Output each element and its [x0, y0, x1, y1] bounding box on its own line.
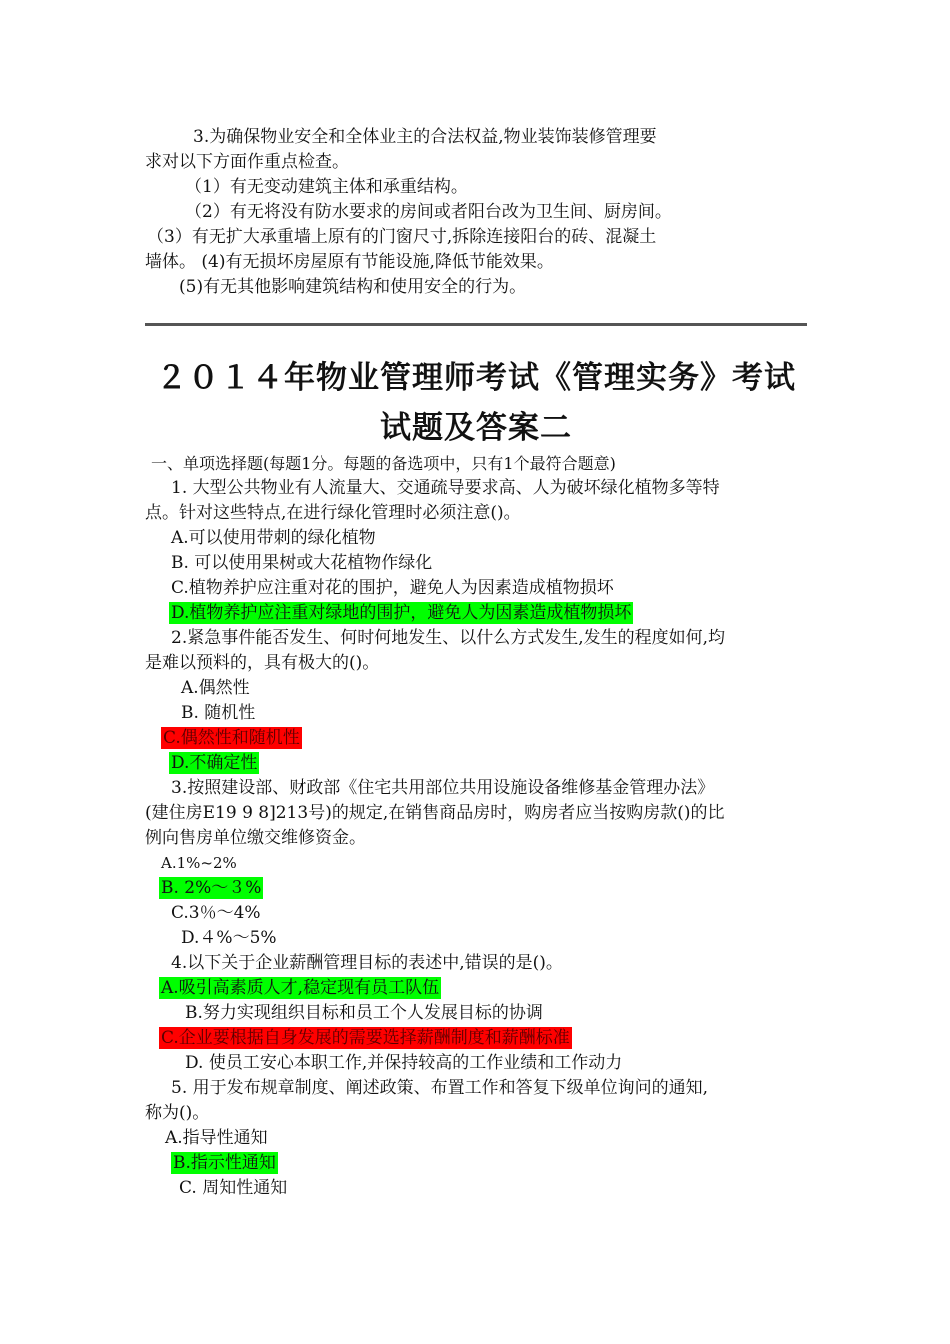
- question-5-option-c: C. 周知性通知: [179, 1178, 288, 1198]
- question-4-option-a-correct: A.吸引高素质人才,稳定现有员工队伍: [161, 978, 440, 998]
- question-3-stem-line-3: 例向售房单位缴交维修资金。: [145, 828, 366, 848]
- inspection-item-1: （1）有无变动建筑主体和承重结构。: [185, 177, 468, 197]
- question-1-stem-line-2: 点。针对这些特点,在进行绿化管理时必须注意()。: [145, 503, 521, 523]
- question-2-option-d-correct: D.不确定性: [171, 753, 258, 773]
- q3-line-2: 求对以下方面作重点检查。: [145, 152, 349, 172]
- question-5-option-b-correct: B.指示性通知: [173, 1153, 276, 1173]
- question-4-stem: 4.以下关于企业薪酬管理目标的表述中,错误的是()。: [171, 953, 563, 973]
- question-1-option-a: A.可以使用带刺的绿化植物: [171, 528, 376, 548]
- question-1-option-d-correct: D.植物养护应注重对绿地的围护，避免人为因素造成植物损坏: [171, 603, 632, 623]
- q3-line-1: 3.为确保物业安全和全体业主的合法权益,物业装饰装修管理要: [193, 127, 657, 147]
- question-4-option-b: B.努力实现组织目标和员工个人发展目标的协调: [185, 1003, 543, 1023]
- inspection-item-3-line-1: （3）有无扩大承重墙上原有的门窗尺寸,拆除连接阳台的砖、混凝土: [147, 227, 657, 247]
- question-3-option-b-correct: B. 2%～３%: [161, 878, 262, 898]
- question-5-stem-line-2: 称为()。: [145, 1103, 210, 1123]
- question-1-stem-line-1: 1. 大型公共物业有人流量大、交通疏导要求高、人为破坏绿化植物多等特: [171, 478, 720, 498]
- question-2-option-b: B. 随机性: [181, 703, 256, 723]
- question-1-option-c: C.植物养护应注重对花的围护，避免人为因素造成植物损坏: [171, 578, 614, 598]
- question-2-option-c-wrong: C.偶然性和随机性: [163, 728, 300, 748]
- question-3-option-c: C.3％～4%: [171, 903, 261, 923]
- section-divider: [145, 323, 807, 326]
- question-2-stem-line-2: 是难以预料的，具有极大的()。: [145, 653, 380, 673]
- section-heading: 一、单项选择题(每题1分。每题的备选项中，只有1个最符合题意): [151, 454, 616, 473]
- question-5-option-a: A.指导性通知: [165, 1128, 268, 1148]
- inspection-item-2: （2）有无将没有防水要求的房间或者阳台改为卫生间、厨房间。: [185, 202, 672, 222]
- question-3-option-d: D.４%～5%: [181, 928, 277, 948]
- page-title-line-1: ２０１４年物业管理师考试《管理实务》考试: [156, 360, 796, 396]
- question-2-option-a: A.偶然性: [181, 678, 250, 698]
- inspection-item-5: (5)有无其他影响建筑结构和使用安全的行为。: [179, 277, 527, 297]
- question-4-option-d: D. 使员工安心本职工作,并保持较高的工作业绩和工作动力: [185, 1053, 623, 1073]
- question-2-stem-line-1: 2.紧急事件能否发生、何时何地发生、以什么方式发生,发生的程度如何,均: [171, 628, 726, 648]
- question-3-stem-line-1: 3.按照建设部、财政部《住宅共用部位共用设施设备维修基金管理办法》: [171, 778, 715, 798]
- inspection-item-3-line-2: 墙体。 (4)有无损坏房屋原有节能设施,降低节能效果。: [145, 252, 554, 272]
- question-5-stem-line-1: 5. 用于发布规章制度、阐述政策、布置工作和答复下级单位询问的通知,: [171, 1078, 709, 1098]
- question-3-option-a: A.1%~2%: [161, 854, 237, 872]
- page-title-line-2: 试题及答案二: [380, 410, 572, 446]
- question-3-stem-line-2: (建住房E19 9 8]213号)的规定,在销售商品房时，购房者应当按购房款()的比: [145, 803, 725, 823]
- question-1-option-b: B. 可以使用果树或大花植物作绿化: [171, 553, 433, 573]
- question-4-option-c-wrong: C.企业要根据自身发展的需要选择薪酬制度和薪酬标准: [161, 1028, 570, 1048]
